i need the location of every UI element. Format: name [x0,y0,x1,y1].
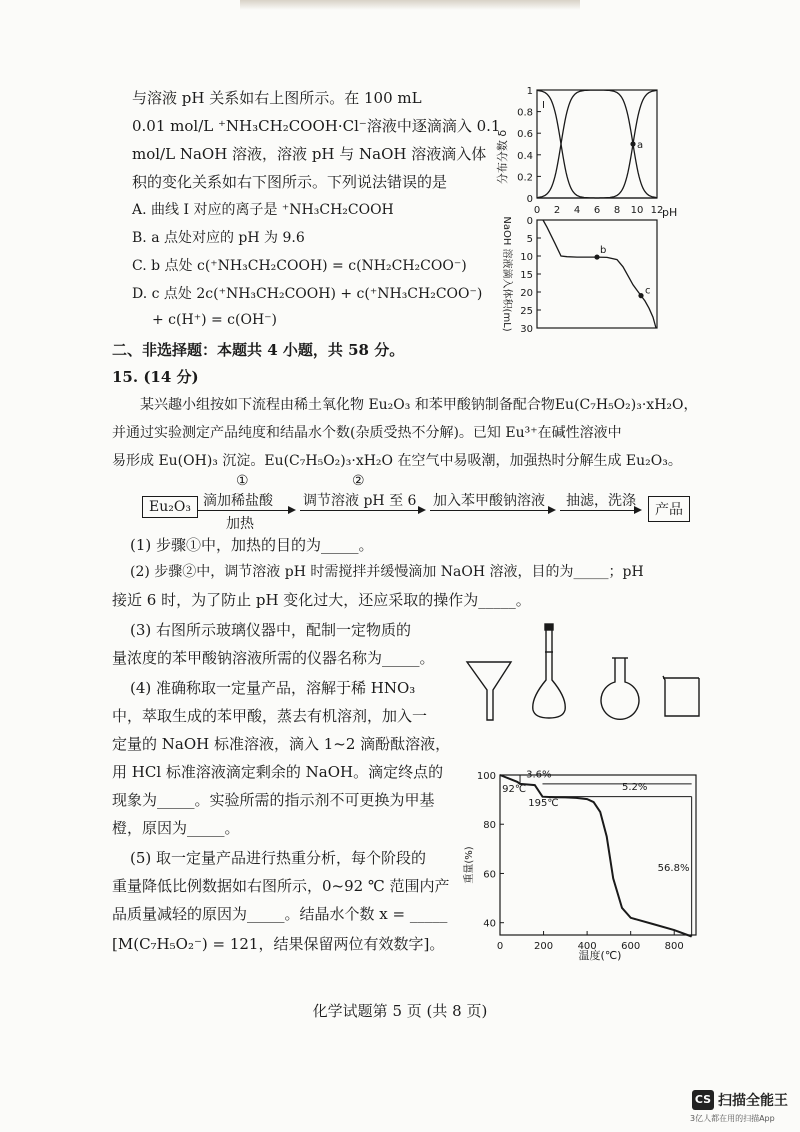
funnel-icon [467,662,511,720]
chart1-xtick-label: 2 [553,205,561,216]
chart3-ytick-label: 40 [483,918,496,930]
chart3-annotations [502,769,691,936]
chart2-ytick-label: 30 [520,324,533,335]
chart2-curve [543,220,656,328]
camscanner-name: 扫描全能王 [718,1093,788,1109]
scan-shadow [240,0,580,10]
q15-part4f: 橙，原因为_____。 [112,819,240,837]
chart2-point-b [594,254,599,259]
flow-end-box: 产品 [648,496,690,522]
chart3-xtick-label: 400 [577,941,597,952]
page-footer: 化学试题第 5 页 (共 8 页) [312,1002,488,1020]
flow-arrow-4 [560,510,640,511]
chart3-ytick-label: 80 [483,820,496,832]
chart3-anno-92c: 92℃ [502,784,527,796]
q14-line4: 积的变化关系如右下图所示。下列说法错误的是 [132,173,448,191]
q15-part5a: (5) 取一定量产品进行热重分析，每个阶段的 [130,849,427,867]
q15-part1: (1) 步骤①中，加热的目的为_____。 [130,536,374,554]
chart1-ytick-label: 0.6 [517,129,533,141]
q14-option-d: D. c 点处 2c(⁺NH₃CH₂COOH) + c(⁺NH₃CH₂COO⁻) [132,286,483,302]
chart3-xlabel: 温度(℃) [578,949,622,962]
chart2-ytick-label: 25 [520,306,533,317]
chart3-anno-5-2: 5.2% [621,781,648,793]
q15-part5b: 重量降低比例数据如右图所示，0~92 ℃ 范围内产 [112,877,450,895]
chart1-xtick-label: 10 [630,205,644,216]
q15-part3b: 量浓度的苯甲酸钠溶液所需的仪器名称为_____。 [112,649,435,667]
chart1-xtick-label: 4 [573,205,581,216]
chart3-anno-3-6: 3.6% [526,769,552,781]
thermogravimetric-chart [460,765,700,965]
q15-p3: 易形成 Eu(OH)₃ 沉淀。Eu(C₇H₅O₂)₃·xH₂O 在空气中易吸潮，加强热时分解生成 Eu₂O₃。 [112,453,682,469]
q14-line3: mol/L NaOH 溶液，溶液 pH 与 NaOH 溶液滴入体 [132,145,487,163]
volumetric-flask-icon [533,624,565,718]
flow-step1-num: ① [236,473,249,489]
chart2-point-c [638,293,643,298]
chart3-xtick-label: 200 [534,941,554,952]
chart2-label-b: b [600,245,607,257]
chart2-ytick-label: 15 [520,270,533,281]
chart1-xtick-label: 8 [613,205,621,216]
flow-step2-label: 调节溶液 pH 至 6 [303,493,417,509]
chart2-ytick-label: 5 [526,234,533,245]
chart1-label-I: Ⅰ [542,100,545,111]
chart1-xtick-label: 12 [650,205,664,216]
q14-option-d-cont: + c(H⁺) = c(OH⁻) [152,312,278,328]
q15-part5c: 品质量减轻的原因为_____。结晶水个数 x = _____ [112,905,448,923]
flow-arrow-1 [198,510,294,511]
chart1-ytick-label: 0 [526,194,533,205]
q15-part4e: 现象为_____。实验所需的指示剂不可更换为甲基 [112,791,435,809]
q15-part5d: [M(C₇H₅O₂⁻) = 121，结果保留两位有效数字]。 [112,935,445,953]
chart2-frame [537,220,657,328]
chart1-ytick-label: 0.4 [517,150,533,162]
chart2-yticks [520,216,541,335]
distribution-chart [492,82,702,232]
chart3-ytick-label: 60 [483,869,496,881]
q14-option-a: A. 曲线 Ⅰ 对应的离子是 ⁺NH₃CH₂COOH [132,202,394,218]
chart1-ytick-label: 0.2 [517,172,533,184]
chart1-ytick-label: 0.8 [517,107,533,119]
chart3-anno-195c: 195℃ [528,797,559,809]
chart3-ytick-label: 100 [476,771,496,782]
chart1-xtick-label: 0 [533,205,541,216]
q15-part2b: 接近 6 时，为了防止 pH 变化过大，还应采取的操作为_____。 [112,591,531,609]
titration-chart [492,212,702,340]
chart3-xtick-label: 800 [664,941,684,952]
camscanner-tagline: 3亿人都在用的扫描App [690,1114,775,1123]
flow-step1-sub: 加热 [226,516,254,532]
flow-step1-label: 滴加稀盐酸 [203,493,273,509]
chart1-xlabel: pH [662,206,678,219]
camscanner-logo: CS [692,1090,714,1110]
flow-step2-num: ② [352,473,365,489]
chart2-ylabel: NaOH 溶液滴入体积(mL) [501,216,512,332]
q15-part4b: 中，萃取生成的苯甲酸，蒸去有机溶剂，加入一 [112,707,428,725]
chart3-ylabel: 重量(%) [464,846,475,884]
chart1-ylabel: 分布分数 δ [496,129,509,185]
chart3-anno-56-8: 56.8% [657,863,690,874]
flow-start-box: Eu₂O₃ [142,496,198,518]
q15-part2a: (2) 步骤②中，调节溶液 pH 时需搅拌并缓慢滴加 NaOH 溶液，目的为_____；pH [130,564,644,580]
q14-line2: 0.01 mol/L ⁺NH₃CH₂COOH·Cl⁻溶液中逐滴滴入 0.1 [132,117,501,135]
chart1-label-a: a [637,140,644,151]
chart1-xtick-label: 6 [593,205,601,216]
glassware-figure [465,622,705,728]
q14-option-c: C. b 点处 c(⁺NH₃CH₂COOH) = c(NH₂CH₂COO⁻) [132,258,467,274]
chart2-label-c: c [645,285,651,297]
beaker-icon [663,676,699,716]
flow-step3-label: 加入苯甲酸钠溶液 [433,493,545,509]
flow-step4-label: 抽滤，洗涤 [566,493,636,509]
chart1-point-a [630,141,635,146]
q15-part4c: 定量的 NaOH 标准溶液，滴入 1~2 滴酚酞溶液， [112,735,451,753]
chart2-ytick-label: 10 [520,252,533,263]
q15-p2: 并通过实验测定产品纯度和结晶水个数(杂质受热不分解)。已知 Eu³⁺在碱性溶液中 [112,425,622,441]
chart3-xtick-label: 0 [496,941,504,952]
q15-part3a: (3) 右图所示玻璃仪器中，配制一定物质的 [130,621,412,639]
flow-arrow-3 [430,510,554,511]
q15-part4a: (4) 准确称取一定量产品，溶解于稀 HNO₃ [130,679,416,697]
chart2-ytick-label: 20 [520,288,533,299]
flow-arrow-2 [300,510,424,511]
q15-p1: 某兴趣小组按如下流程由稀土氧化物 Eu₂O₃ 和苯甲酸钠制备配合物Eu(C₇H₅O₂)₃·xH₂O， [140,397,698,413]
round-bottom-flask-icon [601,658,639,719]
section2-title: 二、非选择题：本题共 4 小题，共 58 分。 [112,341,405,359]
q14-line1: 与溶液 pH 关系如右上图所示。在 100 mL [132,89,422,107]
chart2-ytick-label: 0 [526,216,533,227]
chart3-xtick-label: 600 [621,941,641,952]
q15-head: 15. (14 分) [112,368,199,386]
q14-option-b: B. a 点处对应的 pH 为 9.6 [132,230,305,246]
q15-part4d: 用 HCl 标准溶液滴定剩余的 NaOH。滴定终点的 [112,763,444,781]
chart1-ytick-label: 1 [526,86,533,97]
